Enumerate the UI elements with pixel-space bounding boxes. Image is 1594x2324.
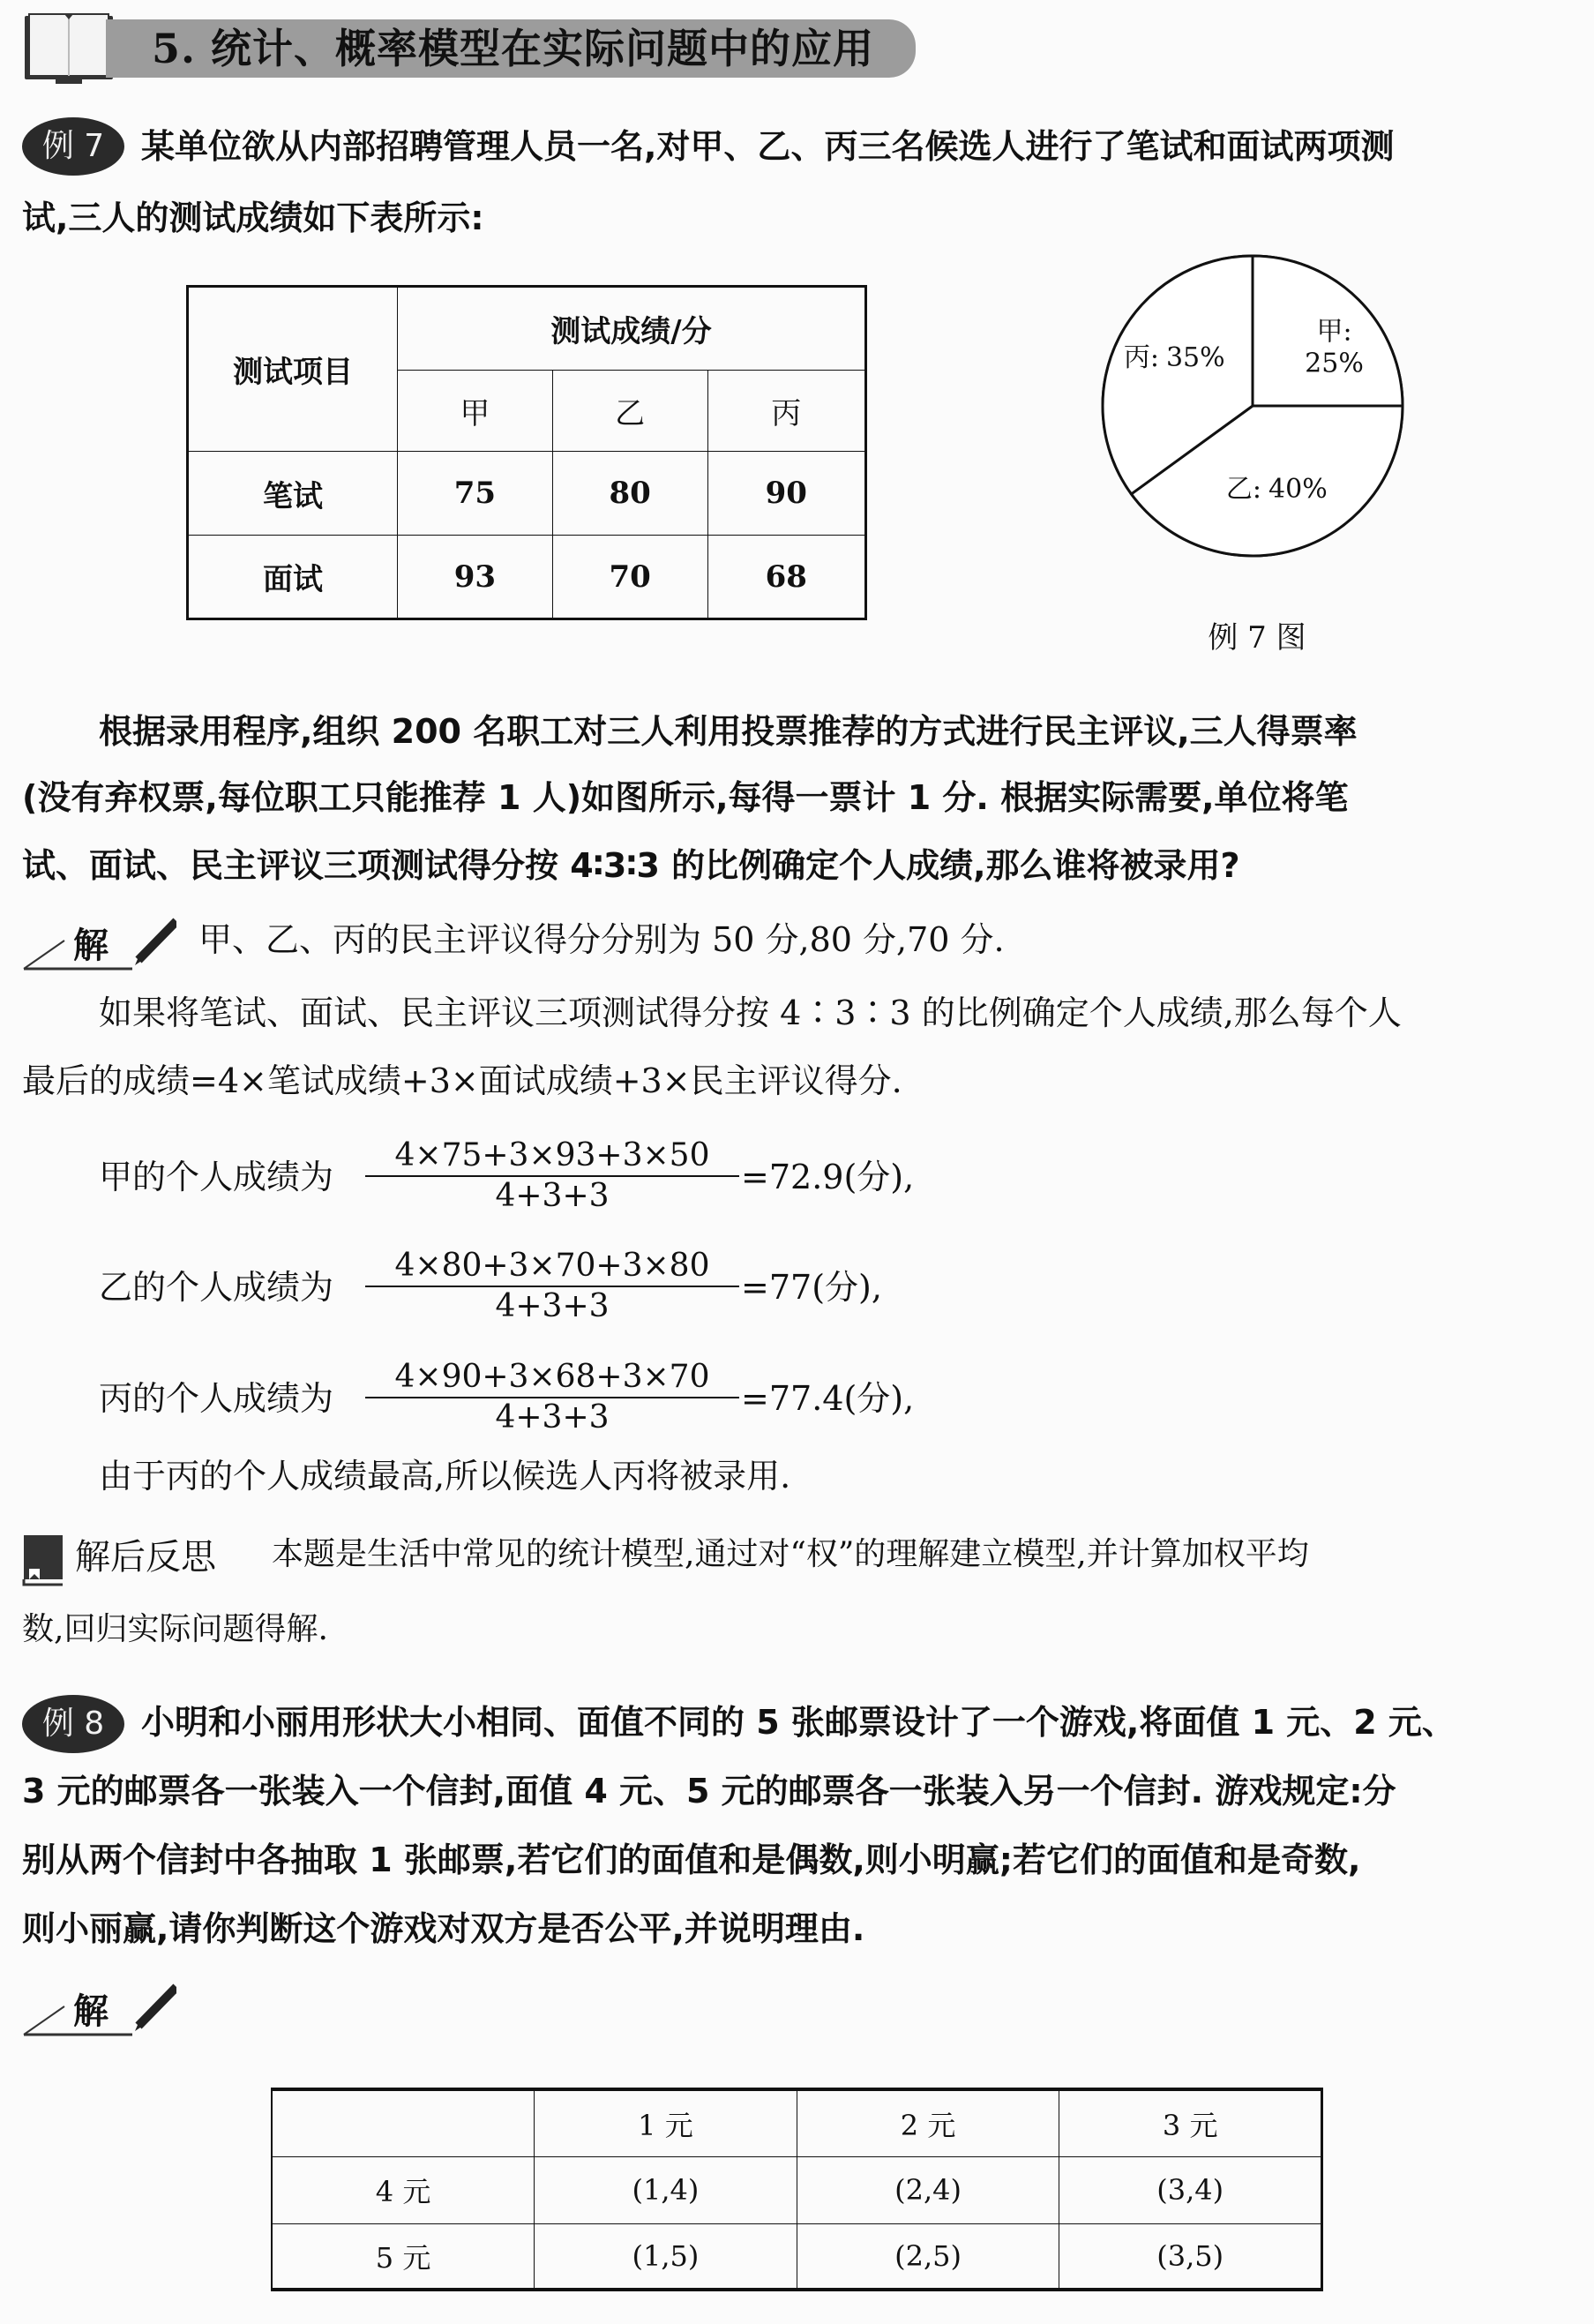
table-row — [188, 536, 866, 619]
continuation-line: 试、面试、民主评议三项测试得分按 4∶3∶3 的比例确定个人成绩,那么谁将被录用? — [22, 846, 1240, 885]
pie-label-value: 25% — [1305, 348, 1364, 379]
bookmark-icon — [22, 1533, 66, 1588]
pie-label-name: 丙: — [1123, 341, 1159, 373]
example-7-problem-line: 某单位欲从内部招聘管理人员一名,对甲、乙、丙三名候选人进行了笔试和面试两项测 — [141, 127, 1395, 166]
pencil-icon — [135, 921, 176, 965]
row-header-cell: 测试项目 — [188, 287, 398, 452]
section-title: 5. 统计、概率模型在实际问题中的应用 — [152, 25, 875, 72]
fraction — [365, 1247, 739, 1326]
fraction-numerator: 4×80+3×70+3×80 — [394, 1248, 710, 1284]
formula-label: 乙的个人成绩为 — [99, 1268, 334, 1307]
formula-line — [99, 1358, 981, 1439]
formula-label: 甲的个人成绩为 — [99, 1158, 334, 1196]
solution-line: 最后的成绩=4×笔试成绩+3×面试成绩+3×民主评议得分. — [22, 1061, 902, 1100]
vote-pie-chart — [1085, 247, 1420, 582]
row-item: 笔试 — [188, 452, 398, 536]
book-icon — [22, 12, 117, 85]
pie-label-name: 乙: — [1225, 474, 1262, 506]
group-header-cell: 测试成绩/分 — [398, 287, 866, 371]
example-8-problem-line: 小明和小丽用形状大小相同、面值不同的 5 张邮票设计了一个游戏,将面值 1 元、2 元、 — [141, 1703, 1456, 1742]
fraction-numerator: 4×75+3×93+3×50 — [394, 1137, 710, 1173]
candidate-header-jia: 甲 — [398, 371, 553, 452]
candidate-header-yi: 乙 — [552, 371, 707, 452]
score-cell: 68 — [707, 536, 865, 619]
col-header: 2 元 — [797, 2089, 1059, 2156]
solution-marker-label: 解 — [73, 926, 109, 966]
pie-label-name: 甲: — [1316, 316, 1352, 348]
continuation-line: (没有弃权票,每位职工只能推荐 1 人)如图所示,每得一票计 1 分. 根据实际需要,单位将笔 — [22, 778, 1349, 817]
reflection-line: 数,回归实际问题得解. — [22, 1611, 328, 1647]
fraction-denominator: 4+3+3 — [495, 1178, 610, 1214]
score-cell: 93 — [398, 536, 553, 619]
outcome-cell: (2,5) — [797, 2223, 1059, 2290]
candidate-header-bing: 丙 — [707, 371, 865, 452]
score-cell: 90 — [707, 452, 865, 536]
outcome-cell: (3,4) — [1059, 2156, 1322, 2223]
continuation-line: 根据录用程序,组织 200 名职工对三人利用投票推荐的方式进行民主评议,三人得票率 — [99, 712, 1358, 751]
reflection-line: 本题是生活中常见的统计模型,通过对“权”的理解建立模型,并计算加权平均 — [272, 1536, 1309, 1572]
score-cell: 70 — [552, 536, 707, 619]
outcome-cell: (2,4) — [797, 2156, 1059, 2223]
table-row — [188, 452, 866, 536]
pie-caption: 例 7 图 — [1208, 620, 1306, 656]
pie-label — [1124, 342, 1225, 373]
table-row — [272, 2156, 1322, 2223]
score-cell: 75 — [398, 452, 553, 536]
solution-marker — [22, 914, 176, 972]
reflection-title: 解后反思 — [75, 1537, 216, 1578]
fraction — [365, 1358, 739, 1437]
example-8-problem-line: 别从两个信封中各抽取 1 张邮票,若它们的面值和是偶数,则小明赢;若它们的面值和是奇数, — [22, 1840, 1361, 1879]
outcome-cell: (1,5) — [535, 2223, 797, 2290]
score-cell: 80 — [552, 452, 707, 536]
solution-line: 甲、乙、丙的民主评议得分分别为 50 分,80 分,70 分. — [198, 920, 1005, 959]
outcome-cell: (3,5) — [1059, 2223, 1322, 2290]
example-8-problem-line: 则小丽赢,请你判断这个游戏对双方是否公平,并说明理由. — [22, 1909, 865, 1948]
solution-marker-label: 解 — [73, 1991, 109, 2032]
formula-line — [99, 1136, 981, 1218]
conclusion: 由于丙的个人成绩最高,所以候选人丙将被录用. — [99, 1457, 791, 1496]
fraction-denominator: 4+3+3 — [495, 1399, 610, 1436]
formula-result: =77(分), — [741, 1268, 882, 1307]
outcome-table — [271, 2088, 1323, 2291]
row-item: 面试 — [188, 536, 398, 619]
corner-cell — [272, 2089, 535, 2156]
formula-label: 丙的个人成绩为 — [99, 1379, 334, 1418]
formula-line — [99, 1247, 981, 1328]
col-header: 1 元 — [535, 2089, 797, 2156]
pie-label-value: 35% — [1165, 341, 1225, 373]
example-8-problem-line: 3 元的邮票各一张装入一个信封,面值 4 元、5 元的邮票各一张装入另一个信封. 游戏规定:分 — [22, 1772, 1396, 1810]
formula-result: =72.9(分), — [741, 1158, 915, 1196]
example-7-badge: 例 7 — [22, 117, 124, 176]
fraction-denominator: 4+3+3 — [495, 1288, 610, 1324]
fraction — [365, 1136, 739, 1216]
pie-label-value: 40% — [1268, 474, 1328, 506]
row-header: 5 元 — [272, 2223, 535, 2290]
score-table — [186, 285, 867, 620]
col-header: 3 元 — [1059, 2089, 1322, 2156]
row-header: 4 元 — [272, 2156, 535, 2223]
solution-line: 如果将笔试、面试、民主评议三项测试得分按 4∶3∶3 的比例确定个人成绩,那么每个人 — [99, 993, 1402, 1032]
example-7-problem-line: 试,三人的测试成绩如下表所示: — [22, 199, 484, 237]
outcome-cell: (1,4) — [535, 2156, 797, 2223]
formula-result: =77.4(分), — [741, 1379, 915, 1418]
pie-label — [1226, 474, 1328, 505]
example-8-badge: 例 8 — [22, 1695, 124, 1753]
table-row — [272, 2223, 1322, 2290]
solution-marker — [22, 1980, 176, 2038]
fraction-numerator: 4×90+3×68+3×70 — [394, 1359, 710, 1395]
pencil-icon — [135, 1987, 176, 2031]
